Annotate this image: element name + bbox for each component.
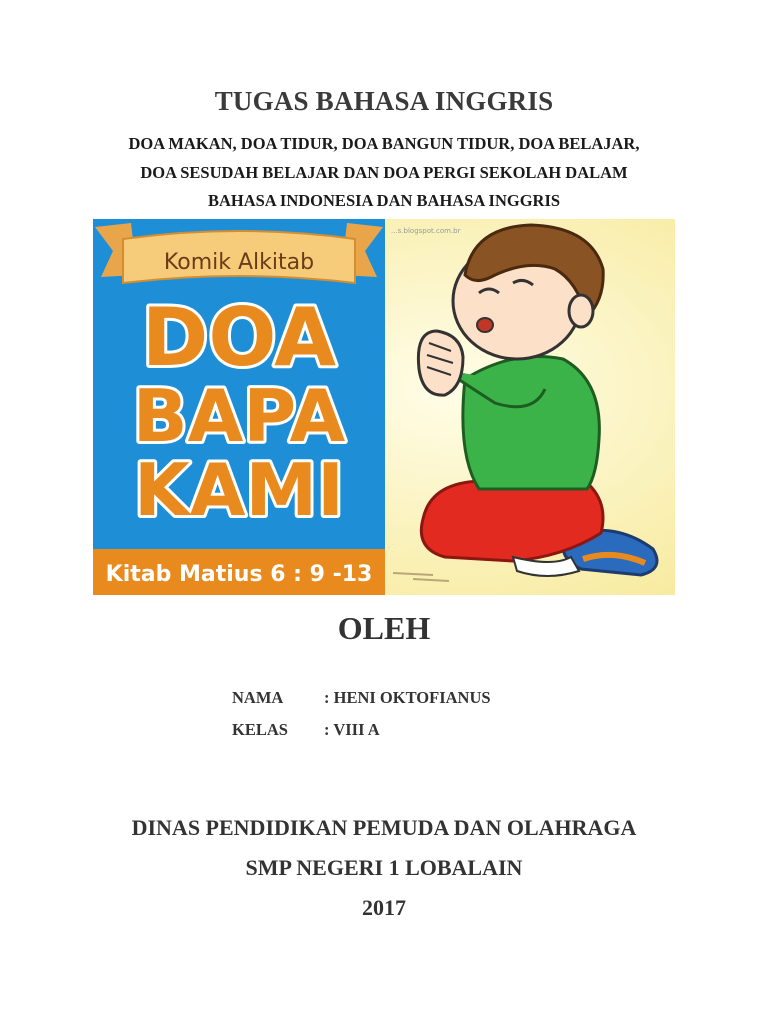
watermark: ...s.blogspot.com.br: [391, 227, 461, 235]
kelas-value: : VIII A: [324, 720, 380, 739]
kelas-label: KELAS: [232, 720, 288, 739]
info-row-nama: [232, 688, 491, 708]
subtitle-line-1: DOA MAKAN, DOA TIDUR, DOA BANGUN TIDUR, DOA BELAJAR,: [128, 134, 640, 153]
cover-illustration: [93, 219, 675, 595]
big-word-bapa: BAPA: [132, 374, 346, 458]
info-row-kelas: [232, 720, 380, 740]
document-title: TUGAS BAHASA INGGRIS: [214, 86, 554, 116]
bottom-bar-text: Kitab Matius 6 : 9 -13: [105, 562, 373, 587]
ribbon-text: Komik Alkitab: [163, 250, 315, 275]
oleh-heading: OLEH: [337, 610, 431, 646]
big-word-doa: DOA: [141, 291, 337, 384]
nama-value: : HENI OKTOFIANUS: [324, 688, 491, 707]
footer-year: 2017: [362, 895, 406, 920]
subtitle-line-2: DOA SESUDAH BELAJAR DAN DOA PERGI SEKOLAH DALAM: [140, 162, 628, 182]
big-word-kami: KAMI: [134, 448, 344, 532]
document-subtitle: [60, 130, 708, 216]
subtitle-line-3: BAHASA INDONESIA DAN BAHASA INGGRIS: [207, 191, 561, 210]
footer-school: SMP NEGERI 1 LOBALAIN: [245, 855, 523, 880]
footer-agency: DINAS PENDIDIKAN PEMUDA DAN OLAHRAGA: [131, 815, 637, 840]
nama-label: NAMA: [232, 688, 284, 707]
